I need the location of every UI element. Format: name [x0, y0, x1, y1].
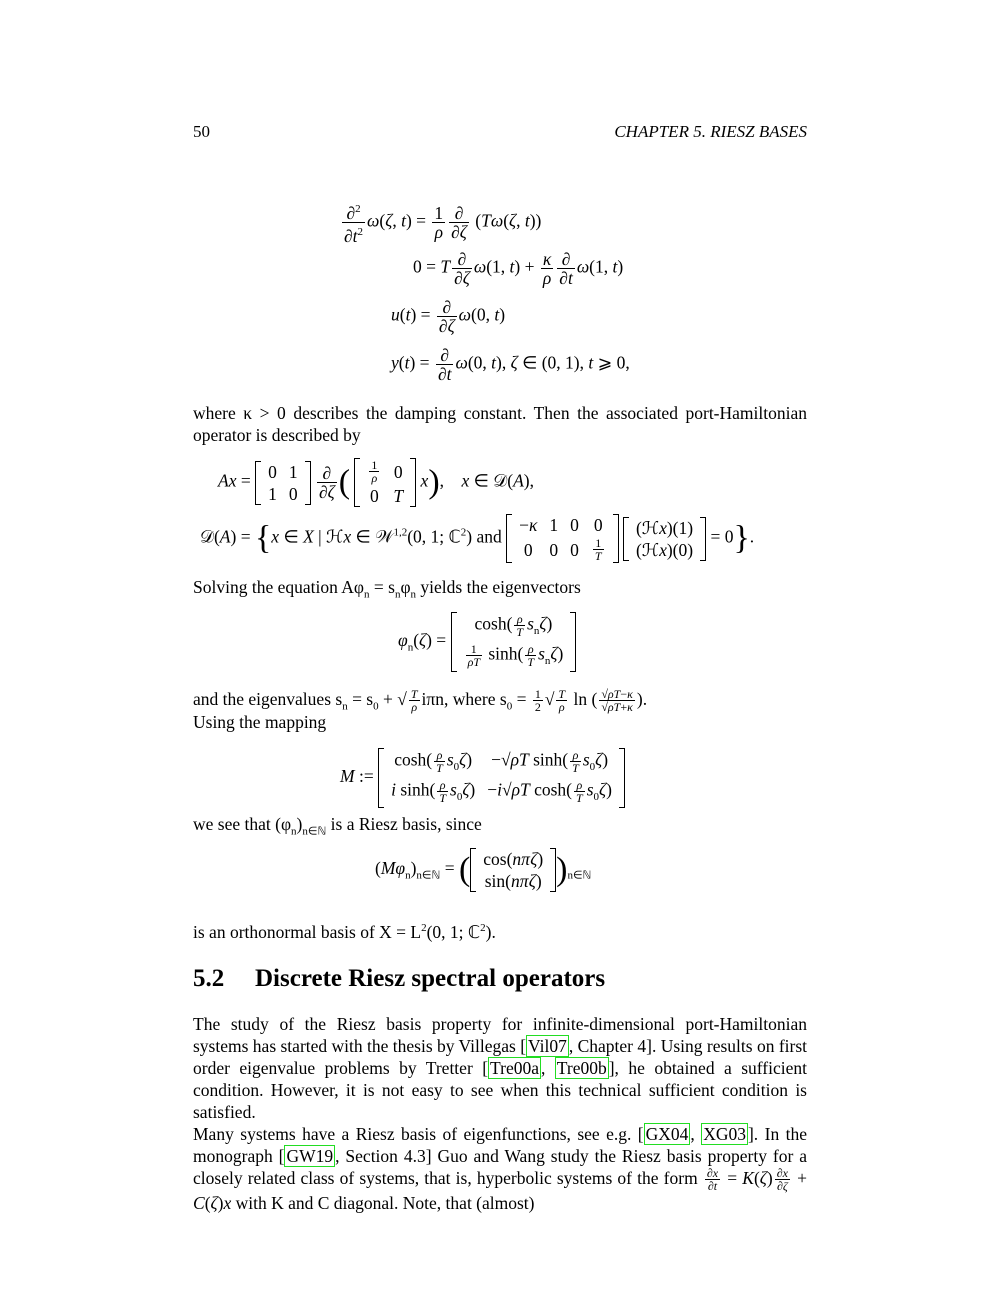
section-heading	[193, 965, 605, 993]
using-mapping: Using the mapping	[193, 712, 327, 732]
chapter-title: CHAPTER 5. RIESZ BASES	[614, 122, 807, 141]
pde-system: $\frac{\partial^2}{\partial t^2}$ ω(ζ, t) = $\frac{1}{\rho}$ $\frac{\partial}{\partial\zeta}$ (Tω(ζ, t)) 0 = T $\frac{\partial}{\partial\zeta}$ ω(1, t) + $\frac{\kappa}{\rho}$ $\frac{\partial}{\partial t}$ ω(1, t) u(t) = $\frac{\partial}{\partial\zeta}$ ω(0, t) y(t) = $\frac{\partial}{\partial t}$ ω(0, t), ζ ∈ (0, 1), t ⩾ 0,	[340, 200, 680, 390]
solving-sentence: Solving the equation $A\varphi_n = s_n\varphi_n$ yields the eigenvectors	[193, 577, 581, 601]
citation-link[interactable]: Vil07	[528, 1036, 567, 1056]
page-number: 50	[193, 122, 210, 141]
riesz-basis-sentence: we see that $(\varphi_n)_{n\in ℕ}$ is a Riesz basis, since	[193, 814, 482, 838]
eigenvalue-sentence: and the eigenvalues $s_n = s_0$ + √ $\frac{T}{\rho}$ iπn, where $s_0$ = $\frac{1}{2}$ √ $\frac{T}{\rho}$ ln ( $\frac{√\rho T-\kappa}{√\rho T+\kappa}$ ).	[193, 687, 648, 715]
citation-link[interactable]: Tre00a	[490, 1058, 539, 1078]
damping-intro: where κ > 0 describes the damping constant. Then the associated port-Hamiltonian operator is described by	[193, 403, 807, 445]
operator-definition: Ax = 0 1 1 0 $\frac{\partial}{\partial\zeta}$ ( $\frac{1}{\rho}$ 0 0 T x), x ∈ 𝒟(A), 𝒟(A) = {x ∈ X | ℋx ∈ 𝒲$^{1,2}$(0, 1; ℂ$^2$) and −κ 1 0 0 0 0 0 $\frac{1}{T}$ (ℋx)(1) (ℋx)(0) = 0}.	[200, 458, 755, 563]
mapping-M: M := cosh( $\frac{\rho}{T}$ $s_0\zeta$) −√ρT sinh( $\frac{\rho}{T}$ $s_0\zeta$) i sinh( $\frac{\rho}{T}$ $s_0\zeta$) −i√ρT cosh( $\frac{\rho}{T}$ $s_0\zeta$)	[340, 748, 670, 798]
section-title: Discrete Riesz spectral operators	[255, 965, 606, 992]
citation-link[interactable]: Tre00b	[556, 1058, 607, 1078]
citation-link[interactable]: GX04	[645, 1124, 689, 1144]
section-number: 5.2	[193, 965, 225, 992]
citation-link[interactable]: GW19	[286, 1146, 334, 1166]
paragraph-examples: Many systems have a Riesz basis of eigenfunctions, see e.g. [ GX04 , XG03 ]. In the monograph [ GW19 , Section 4.3] Guo and Wang study the Riesz basis property for a closely related class of systems, that is, hyperbolic systems of the form $\frac{\partial x}{\partial t}$ = K(ζ) $\frac{\partial x}{\partial\zeta}$ + C(ζ)x with K and C diagonal. Note, that (almost)	[193, 1124, 807, 1214]
orthonormal-sentence: is an orthonormal basis of $X = L^2(0$, 1; ℂ$^2$).	[193, 921, 496, 942]
orthonormal-family: $(M\varphi_n)_{n\in ℕ}$ = ( cos(nπζ) sin(nπζ) )$_{n\in ℕ}$	[375, 849, 592, 891]
citation-link[interactable]: XG03	[703, 1124, 746, 1144]
eigenvector-formula: $\varphi_n(\zeta)$ = cosh( $\frac{\rho}{T}$ $s_n\zeta$) $\frac{1}{\rho T}$ sinh( $\frac{\rho}{T}$ $s_n\zeta$)	[398, 612, 618, 662]
paragraph-villegas: The study of the Riesz basis property for infinite-dimensional port-Hamiltonian systems has started with the thesis by Villegas [ Vil07 , Chapter 4]. Using results on first order eigenvalue problems by Tretter [ Tre00a , Tre00b ], he obtained a sufficient condition. However, it is not easy to see when this technical sufficient condition is satisfied.	[193, 1014, 808, 1122]
